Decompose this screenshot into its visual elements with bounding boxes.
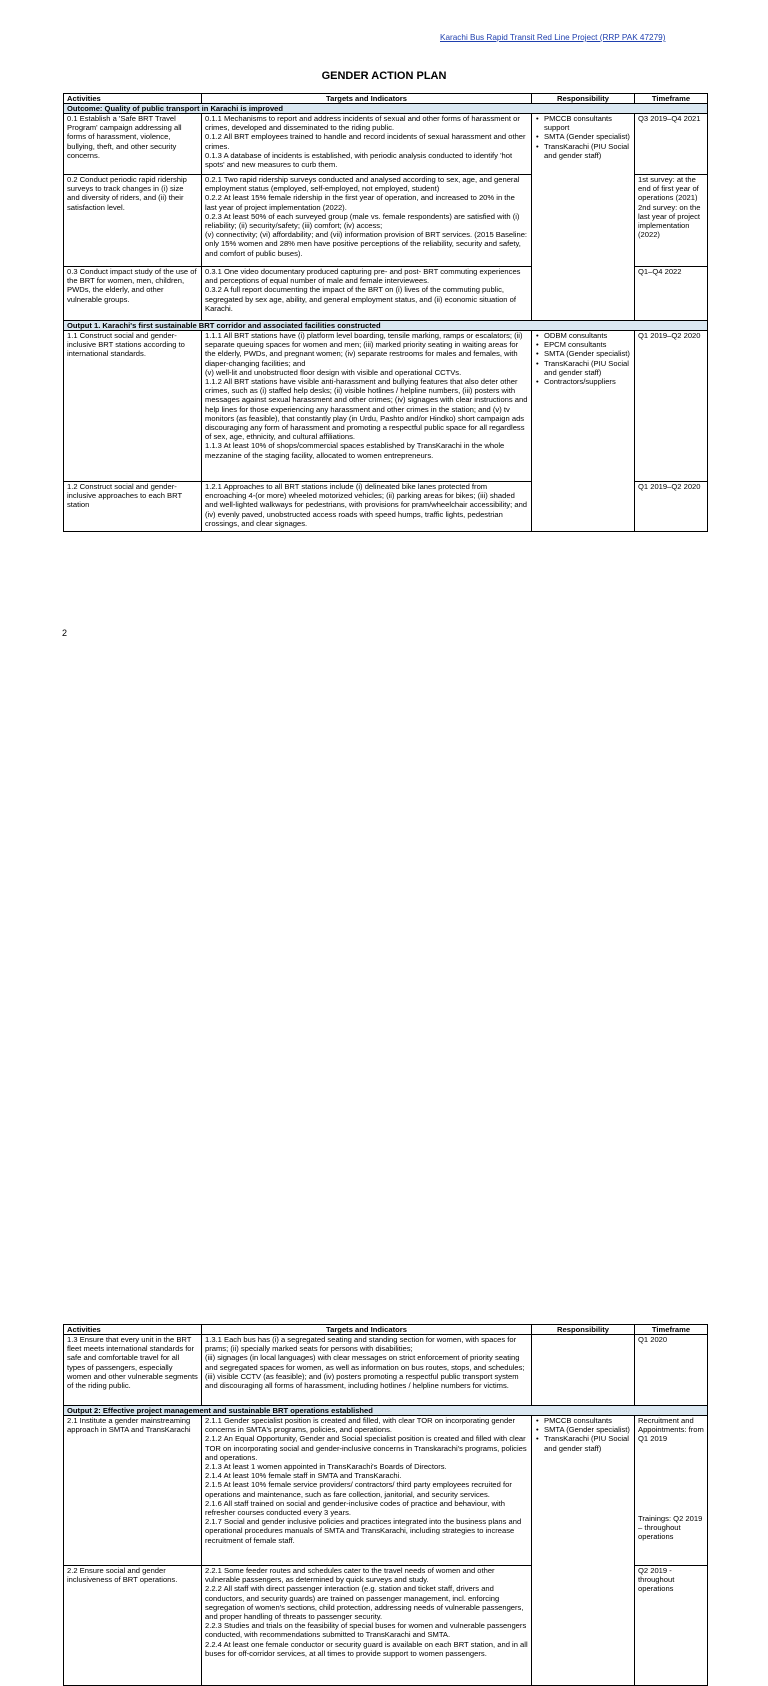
page2-viewport [0, 662, 768, 1658]
gender-action-plan-table-page1 [63, 93, 708, 532]
activity-cell: 1.3 Ensure that every unit in the BRT fleet meets international standards for safe and comfortable travel for all types of passengers, especially women and other vulnerable segments of the riding public. [64, 1335, 202, 1406]
responsibility-item: • ODBM consultants [535, 331, 631, 340]
col-header-activities: Activities [64, 1325, 202, 1335]
target-text: 0.3.2 A full report documenting the impact of the BRT on (i) lives of the commuting public, segregated by sex age, ability, and general employment status, and (ii) economic situation of Karachi. [205, 285, 516, 313]
output-label: Output 2: Effective project management and sustainable BRT operations established [64, 1406, 708, 1416]
responsibility-cell [532, 331, 635, 532]
timeframe-cell: Q1 2020 [635, 1335, 708, 1406]
responsibility-item: • EPCM consultants [535, 340, 631, 349]
responsibility-cell [532, 1416, 635, 1686]
col-header-responsibility: Responsibility [532, 1325, 635, 1335]
target-text: 1.1.1 All BRT stations have (i) platform level boarding, tensile marking, ramps or escalators; (ii) separate queuing spaces for women and men; (iii) marked priority seating in waiting areas for the elderly, PWDs, and pregnant women; (iv) separate restrooms for males and females, with diaper-changing facilities; and [205, 331, 523, 368]
outcome-label: Outcome: Quality of public transport in Karachi is improved [64, 104, 708, 114]
responsibility-item: • TransKarachi (PIU Social and gender staff) [535, 1434, 631, 1452]
activity-cell: 2.2 Ensure social and gender inclusiveness of BRT operations. [64, 1566, 202, 1686]
table-row [64, 1416, 708, 1566]
page-number: 2 [62, 628, 68, 638]
output-row [64, 1406, 708, 1416]
responsibility-item: • SMTA (Gender specialist) [535, 132, 631, 141]
col-header-targets: Targets and Indicators [202, 94, 532, 104]
target-text: 2.1.1 Gender specialist position is created and filled, with clear TOR on incorporating gender concerns in SMTA's programs, policies, and operations. [205, 1416, 515, 1435]
targets-cell [202, 1566, 532, 1686]
targets-cell [202, 114, 532, 175]
responsibility-item: • TransKarachi (PIU Social and gender staff) [535, 359, 631, 377]
target-text: 0.1.2 All BRT employees trained to handle and record incidents of sexual harassment and other crimes. [205, 132, 526, 151]
activity-cell: 1.2 Construct social and gender-inclusive approaches to each BRT station [64, 482, 202, 532]
col-header-responsibility: Responsibility [532, 94, 635, 104]
output-row [64, 321, 708, 331]
target-text: 2.1.4 At least 10% female staff in SMTA and TransKarachi. [205, 1471, 402, 1481]
target-text: 1.1.2 All BRT stations have visible anti-harassment and bullying features that also deter other crimes, such as (i) staffed help desks; (ii) visible hotlines / helpline numbers, (iii) posters with messages against sexual harassment and other crimes; (iv) signages with clear instructions and help lines for those experiencing any harassment and other crimes in the station; and (v) tv monitors (as feasible), that constantly play (in Urdu, Pashto and/or Hindko) short campaign ads discouraging any form of harassment and promoting a respectful public space for all regardless of sex, age, ethnicity, and cultural affiliations. [205, 377, 528, 442]
targets-cell [202, 267, 532, 321]
project-header-link[interactable]: Karachi Bus Rapid Transit Red Line Project (RRP PAK 47279) [440, 33, 666, 42]
table-row [64, 114, 708, 175]
target-text: (v) connectivity; (vi) affordability; and (vii) information provision of BRT services. (2015 Baseline: only 15% women and 28% men have positive perceptions of the reliability, security and safety, and comfort of public buses). [205, 230, 528, 258]
table-header-row [64, 94, 708, 104]
target-text: (v) well-lit and unobstructed floor design with visible and operational CCTVs. [205, 367, 462, 377]
timeframe-recruitment: Recruitment and Appointments: from Q1 2019 [638, 1416, 704, 1444]
target-text: 2.2.1 Some feeder routes and schedules cater to the travel needs of women and other vulnerable passengers, as determined by quick surveys and study. [205, 1566, 495, 1585]
target-text: 2.1.2 An Equal Opportunity, Gender and Social specialist position is created and filled with clear TOR on incorporating social and gender-inclusive concerns in Transkarachi's programs, policies and operations. [205, 1434, 527, 1462]
col-header-targets: Targets and Indicators [202, 1325, 532, 1335]
target-text: 0.1.3 A database of incidents is established, with periodic analysis conducted to identify 'hot spots' and new measures to curb them. [205, 150, 513, 170]
responsibility-item: • SMTA (Gender specialist) [535, 349, 631, 358]
output-label: Output 1. Karachi's first sustainable BRT corridor and associated facilities constructed [64, 321, 708, 331]
activity-cell: 0.3 Conduct impact study of the use of the BRT for women, men, children, PWDs, the elderly, and other vulnerable groups. [64, 267, 202, 321]
table-row [64, 331, 708, 482]
target-text: 2.2.2 All staff with direct passenger interaction (e.g. station and ticket staff, drivers and conductors, and security guards) are trained on passenger management, incl. enforcing segregation of women's sections, child protection, addressing needs of vulnerable passengers, and proper handling of threats to passenger security. [205, 1584, 524, 1622]
responsibility-item: • SMTA (Gender specialist) [535, 1425, 631, 1434]
target-text: 2.1.3 At least 1 women appointed in TransKarachi's Boards of Directors. [205, 1462, 447, 1472]
targets-cell [202, 482, 532, 532]
col-header-timeframe: Timeframe [635, 1325, 708, 1335]
target-text: 1.1.3 At least 10% of shops/commercial spaces established by TransKarachi in the whole mezzanine of the staging facility, allocated to women entrepreneurs. [205, 441, 505, 460]
col-header-activities: Activities [64, 94, 202, 104]
responsibility-cell [532, 114, 635, 321]
activity-cell: 1.1 Construct social and gender-inclusive BRT stations according to international standards. [64, 331, 202, 482]
col-header-timeframe: Timeframe [635, 94, 708, 104]
target-text: 1.2.1 Approaches to all BRT stations include (i) delineated bike lanes protected from encroaching 4-(or more) wheeled motorized vehicles; (ii) parking areas for bikes; (iii) shaded and well-lighted walkways for pedestrians, with provisions for pram/wheelchair accessibility; and (iv) evenly paved, unobstructed access roads with speed humps, traffic lights, pedestrian crossings, and clear signages. [205, 482, 528, 528]
targets-cell [202, 175, 532, 267]
target-text: 2.2.4 At least one female conductor or security guard is available on each BRT station, and in all buses for off-corridor services, at all times to provide support to women passengers. [205, 1639, 528, 1658]
timeframe-cell [635, 1416, 708, 1566]
targets-cell [202, 1335, 532, 1406]
target-text: 0.2.1 Two rapid ridership surveys conducted and analysed according to sex, age, and general employment status (employed, self-employed, not employed, student) [205, 175, 520, 194]
target-text: (iii) signages (in local languages) with clear messages on strict enforcement of priority seating and segregated spaces for women, as well as information on bus routes, stops, and schedules; (iii) visible CCTV (as feasible); and (iv) posters promoting a respectful public transport system and discouraging all forms of harassment, including hotlines / helpline numbers for victims. [205, 1353, 525, 1391]
target-text: 2.2.3 Studies and trials on the feasibility of special buses for women and vulnerable passengers conducted, with recommendations submitted to TransKarachi and SMTA. [205, 1621, 527, 1640]
target-text: 0.3.1 One video documentary produced capturing pre- and post- BRT commuting experiences and perceptions of equal number of male and female interviewees. [205, 267, 521, 286]
responsibility-item: • PMCCB consultants [535, 1416, 631, 1425]
activity-cell: 0.2 Conduct periodic rapid ridership surveys to track changes in (i) size and diversity of riders, and (ii) their satisfaction level. [64, 175, 202, 267]
table-header-row [64, 1325, 708, 1335]
responsibility-cell [532, 1335, 635, 1406]
responsibility-item: • PMCCB consultants support [535, 114, 631, 132]
timeframe-second-survey: 2nd survey: on the last year of project implementation (2022) [638, 202, 701, 240]
timeframe-trainings: Trainings: Q2 2019 – throughout operations [638, 1513, 703, 1542]
document-title: GENDER ACTION PLAN [321, 70, 447, 82]
table-row [64, 1335, 708, 1406]
timeframe-first-survey: 1st survey: at the end of first year of operations (2021) [638, 175, 699, 203]
target-text: 1.3.1 Each bus has (i) a segregated seating and standing section for women, with spaces for prams; (ii) specially marked seats for persons with disabilities; [205, 1335, 517, 1354]
timeframe-cell: Q3 2019–Q4 2021 [635, 114, 708, 175]
target-text: 0.2.3 At least 50% of each surveyed group (male vs. female respondents) are satisfied with (i) reliability; (ii) security/safety; (iii) comfort; (iv) access; [205, 211, 520, 231]
timeframe-cell: Q2 2019 - throughout operations [635, 1566, 708, 1686]
activity-cell: 0.1 Establish a 'Safe BRT Travel Program' campaign addressing all forms of harassment, violence, bullying, theft, and other security concerns. [64, 114, 202, 175]
target-text: 0.2.2 At least 15% female ridership in the first year of operation, and increased to 20% in the last year of project implementation (2022). [205, 193, 515, 212]
responsibility-item: • TransKarachi (PIU Social and gender staff) [535, 142, 631, 160]
target-text: 2.1.6 All staff trained on social and gender-inclusive codes of practice and behaviour, with refresher courses conducted every 3 years. [205, 1498, 505, 1518]
target-text: 2.1.5 At least 10% female service providers/ contractors/ third party employees recruited for operations and maintenance, such as fare collection, janitorial, and security services. [205, 1480, 512, 1499]
timeframe-cell: Q1 2019–Q2 2020 [635, 482, 708, 532]
responsibility-item: • Contractors/suppliers [535, 377, 631, 386]
targets-cell [202, 1416, 532, 1566]
timeframe-cell: Q1 2019–Q2 2020 [635, 331, 708, 482]
timeframe-cell: Q1–Q4 2022 [635, 267, 708, 321]
outcome-row [64, 104, 708, 114]
gender-action-plan-table-page2 [63, 1324, 708, 1686]
timeframe-cell [635, 175, 708, 267]
target-text: 0.1.1 Mechanisms to report and address incidents of sexual and other forms of harassment or crimes, developed and disseminated to the riding public. [205, 114, 520, 133]
targets-cell [202, 331, 532, 482]
activity-cell: 2.1 Institute a gender mainstreaming approach in SMTA and TransKarachi [64, 1416, 202, 1566]
target-text: 2.1.7 Social and gender inclusive policies and practices integrated into the business plans and operational procedures manuals of SMTA and TransKarachi, including strategies to increase recruitment of female staff. [205, 1517, 522, 1545]
